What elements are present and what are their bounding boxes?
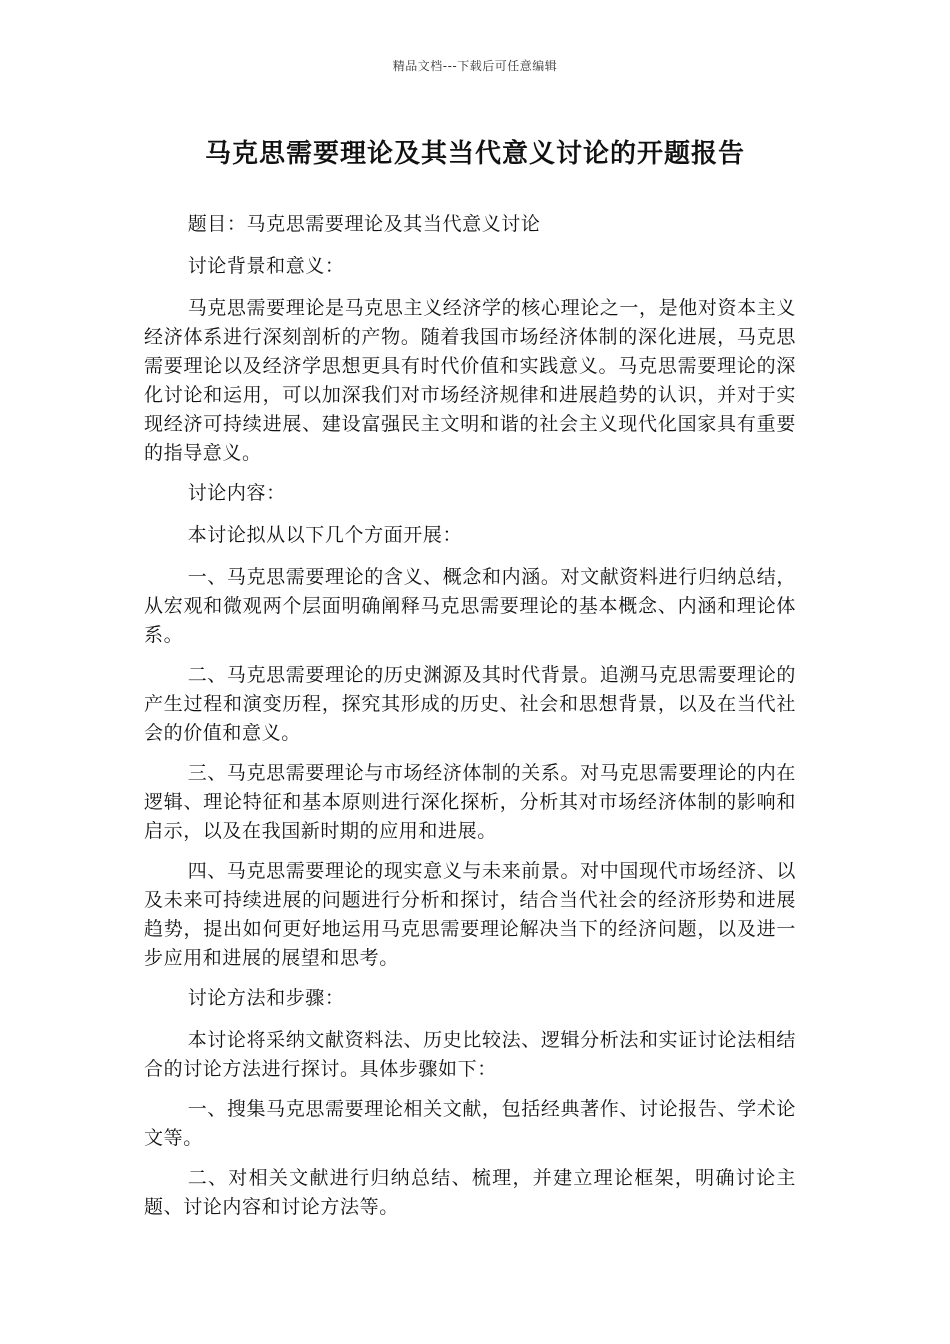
document-title: 马克思需要理论及其当代意义讨论的开题报告 <box>204 139 745 169</box>
section-heading-content: 讨论内容： <box>187 482 286 504</box>
content-item-1: 一、马克思需要理论的含义、概念和内涵。对文献资料进行归纳总结，从宏观和微观两个层面明确阐释马克思需要理论的基本概念、内涵和理论体系。 <box>144 566 796 646</box>
step-item-1: 一、搜集马克思需要理论相关文献，包括经典著作、讨论报告、学术论文等。 <box>144 1098 796 1149</box>
section-heading-background: 讨论背景和意义： <box>187 255 345 277</box>
content-item-2: 二、马克思需要理论的历史渊源及其时代背景。追溯马克思需要理论的产生过程和演变历程，探究其形成的历史、社会和思想背景，以及在当代社会的价值和意义。 <box>144 664 796 744</box>
section-heading-methods: 讨论方法和步骤： <box>187 987 345 1009</box>
topic-line: 题目：马克思需要理论及其当代意义讨论 <box>187 213 541 235</box>
document-body <box>144 210 796 1233</box>
background-paragraph: 马克思需要理论是马克思主义经济学的核心理论之一，是他对资本主义经济体系进行深刻剖析的产物。随着我国市场经济体制的深化进展，马克思需要理论以及经济学思想更具有时代价值和实践意义。马克思需要理论的深化讨论和运用，可以加深我们对市场经济规律和进展趋势的认识，并对于实现经济可持续进展、建设富强民主文明和谐的社会主义现代化国家具有重要的指导意义。 <box>144 297 796 464</box>
step-item-2: 二、对相关文献进行归纳总结、梳理，并建立理论框架，明确讨论主题、讨论内容和讨论方法等。 <box>144 1167 796 1218</box>
content-item-4: 四、马克思需要理论的现实意义与未来前景。对中国现代市场经济、以及未来可持续进展的问题进行分析和探讨，结合当代社会的经济形势和进展趋势，提出如何更好地运用马克思需要理论解决当下的经济问题，以及进一步应用和进展的展望和思考。 <box>144 860 796 969</box>
page-header-note: 精品文档---下载后可任意编辑 <box>392 59 558 73</box>
content-item-3: 三、马克思需要理论与市场经济体制的关系。对马克思需要理论的内在逻辑、理论特征和基本原则进行深化探析，分析其对市场经济体制的影响和启示，以及在我国新时期的应用和进展。 <box>144 762 796 842</box>
content-intro-paragraph: 本讨论拟从以下几个方面开展： <box>187 524 463 546</box>
methods-paragraph: 本讨论将采纳文献资料法、历史比较法、逻辑分析法和实证讨论法相结合的讨论方法进行探讨。具体步骤如下： <box>144 1029 796 1080</box>
